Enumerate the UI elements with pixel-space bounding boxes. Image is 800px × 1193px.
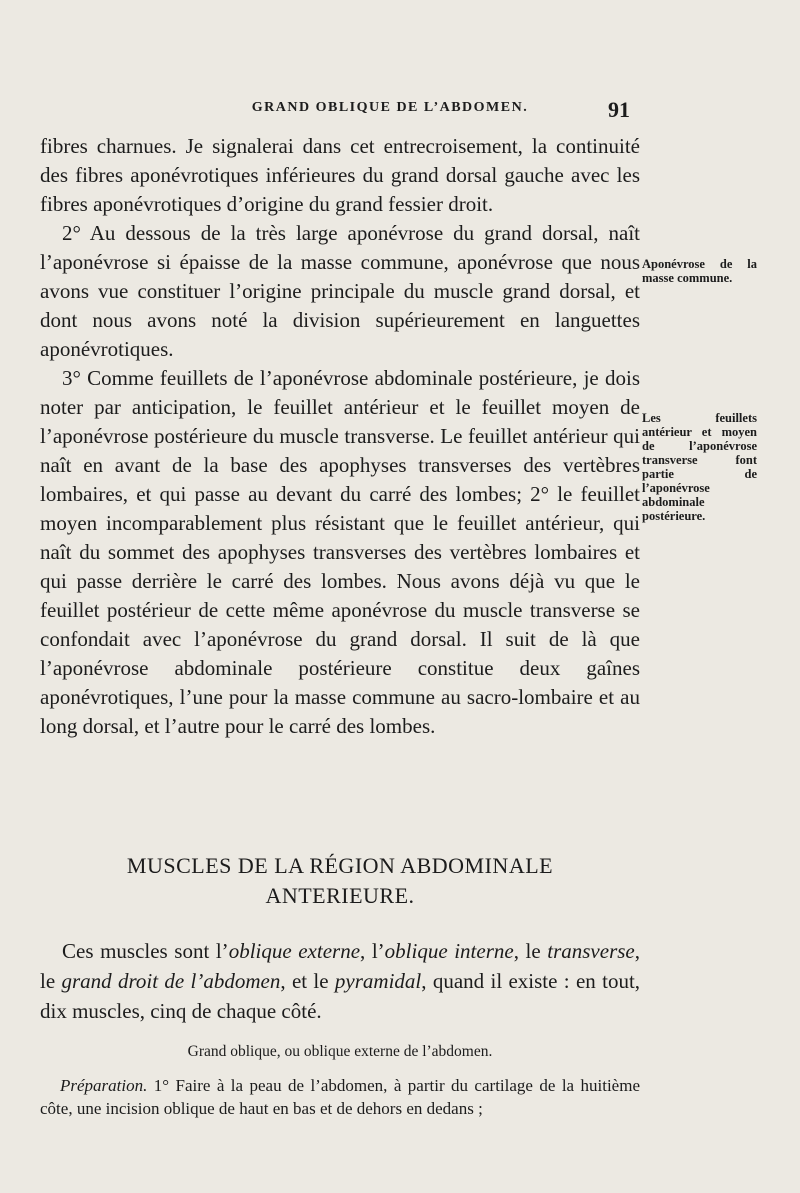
muscle-name: transverse — [547, 939, 635, 963]
page-number: 91 — [608, 97, 630, 122]
main-text — [40, 132, 640, 741]
running-title: GRAND OBLIQUE DE L’ABDOMEN. — [251, 100, 529, 115]
preparation-paragraph — [40, 1075, 640, 1120]
section-title-line1: MUSCLES DE LA RÉGION ABDOMINALE — [126, 853, 554, 878]
intro-text: Ces muscles sont l’ — [62, 939, 229, 963]
section-intro — [40, 936, 640, 1026]
intro-text: , et le — [280, 969, 335, 993]
intro-text: , le — [40, 939, 640, 993]
preparation-label: Préparation. — [60, 1076, 148, 1095]
section-title — [40, 851, 640, 911]
intro-text: , l’ — [360, 939, 385, 963]
preparation-text: 1° Faire à la peau de l’abdomen, à partir du cartilage de la huitième côte, une incision oblique de haut en bas et de dehors en dedans ; — [40, 1076, 640, 1118]
margin-note-aponevrose: Aponévrose de la masse commune. — [642, 257, 757, 285]
paragraph-2: 2° Au dessous de la très large aponévrose du grand dorsal, naît l’aponévrose si épaisse de la masse commune, aponévrose que nous avons vue constituer l’origine principale du muscle grand dorsal, et dont nous avons noté la division supérieurement en languettes aponévrotiques. — [40, 221, 640, 361]
margin-note-feuillets: Les feuillets antérieur et moyen de l’aponévrose transverse font partie de l’aponévrose abdominale postérieure. — [642, 411, 757, 523]
muscle-name: pyramidal — [334, 969, 422, 993]
intro-text: , quand il existe : en tout, dix muscles, cinq de chaque côté. — [40, 969, 641, 1023]
paragraph-1: fibres charnues. Je signalerai dans cet entrecroisement, la continuité des fibres aponévrotiques inférieures du grand dorsal gauche avec les fibres aponévrotiques d’origine du grand fessier droit. — [40, 134, 640, 216]
paragraph-3: 3° Comme feuillets de l’aponévrose abdominale postérieure, je dois noter par anticipation, le feuillet antérieur et le feuillet moyen de l’aponévrose postérieure du muscle transverse. Le feuillet antérieur qui naît en avant de la base des apophyses transverses des vertèbres lombaires, et qui passe au devant du carré des lombes; 2° le feuillet moyen incomparablement plus résistant que le feuillet antérieur, qui naît du sommet des apophyses transverses des vertèbres lombaires et qui passe derrière le carré des lombes. Nous avons déjà vu que le feuillet postérieur de cette même aponévrose du muscle transverse se confondait avec l’aponévrose du grand dorsal. Il suit de là que l’aponévrose abdominale postérieure constitue deux gaînes aponévrotiques, l’une pour la masse commune au sacro-lombaire et au long dorsal, et l’autre pour le carré des lombes. — [40, 366, 640, 738]
subheading: Grand oblique, ou oblique externe de l’abdomen. — [187, 1043, 493, 1060]
muscle-name: oblique interne — [384, 939, 514, 963]
muscle-name: oblique externe — [228, 939, 361, 963]
intro-text: , le — [513, 939, 548, 963]
muscle-name: grand droit de l’abdomen — [61, 969, 281, 993]
section-title-line2: ANTERIEURE. — [265, 883, 415, 908]
